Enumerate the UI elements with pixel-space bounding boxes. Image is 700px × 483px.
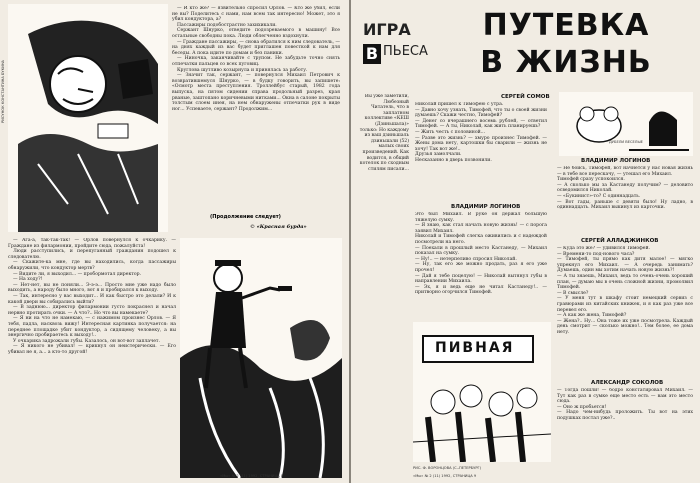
paragraph: Круглова шутливо козырнула и принялась за работу.: [177, 67, 308, 73]
title-line-1: ПУТЕВКА: [482, 8, 650, 43]
paragraph: Пассажиры подобострастно захихикали.: [177, 22, 277, 28]
game-word-1: ИГРА: [363, 20, 411, 39]
paragraph: — Видите ли, я выходил... — пробормотал директор.: [13, 271, 142, 277]
page-footer: «Мы» № 2 (11) 1992, СТРАНИЦА 9: [413, 474, 477, 478]
paragraph: — Ага-а, так-так-так! — Орлов повернулся к очкарику. — Граждане из филармонии, пройдите сюда, пожалуйста!: [8, 238, 176, 249]
mouse-illustration: [559, 92, 693, 156]
author-1: СЕРГЕЙ СОМОВ: [501, 94, 550, 100]
paragraph: Люди расступились, и перепуганный гражданин подошел к следователю.: [8, 249, 176, 260]
paragraph: — Так, интересно у вас выходит... И как быстро это делали? И к какой двери вы собирались выйти?: [8, 293, 176, 305]
left-page-footer: «Мы» № 2 (11) 1992, СТРАНИЦА 8: [220, 474, 284, 478]
paragraph: — И кто же? — язвительно спросил Орлов. — Кто же убил, если не вы? Поделитесь с нами, нам всем так интересно! Может, это я убил кондуктора, а?: [172, 6, 340, 23]
paragraph: — На ходу?!: [13, 277, 43, 283]
story-4: — Куда это же? — удивился Тимофей. — Времени-то под-нового часа? — Тимофей, ты прямо как дитя малое! — мягко упрекнул его Михаил. — А очередь занимать? Думаешь, один мы хотим начать новую жизнь?! — А ты знаешь, Михаил, ведь то очень-очень хороший план, — думаю мы в очень сложной жизни, промолвил Тимофей. — В смысле? — У меня тут в шкафу стоит немецкий сервиз с гравюрами из китайских книжек, и я как раз уже все перевел его. — А как же жена, Тимофей? — Жена?.. Ну... Она тоже их уже посмотрела. Каждый день смотрит — сколько можно!.. Тем более, ее дома нету.: [557, 246, 693, 335]
side-text-column: Вы уже заметили, Любезный Читатель, что в заплатном коллективе «КЕШ (Дзиньшала)» только: Но каждому из ваш дзиньшаль дзиньшали (52) малых своих произведений. Как водится, в общий котелок по сходным стилям писали...: [359, 94, 409, 172]
left-page: [0, 0, 349, 483]
source-name: «Красная бурда»: [256, 224, 307, 230]
game-letter: В: [363, 44, 381, 64]
story-3: — Не боись, Тимофей, вот начнется у нас новая жизнь — в тебе все перескачу, — утешал его Михаил. Тимофей сразу успокоился. — А сколько мы за Кастанеду получим? — деловито осведомился Николай. — «Букинист»-то? С одиннадцать. — Вот гады, раньше с девяти было! Ну ладно, в одиннадцать. Михаил выкинул из карточки.: [557, 166, 693, 211]
to-be-continued: (Продолжение следует): [210, 214, 281, 220]
paragraph: У очкарика задрожали губы. Казалось, он вот-вот заплачет.: [13, 338, 160, 344]
art-credit: РИС. Ф. ВОРОНЦОВА (С.-ПЕТЕРБУРГ): [413, 466, 482, 470]
paragraph: — Нет-нет, вы не поняли... Э-э-э... Просто мне уже надо было выходить, а народу было много, вот я и пробирался к выходу.: [8, 282, 176, 294]
paragraph: Сержант Шнурко, отведите подозреваемого в машину! Все остальные свободны пока. Люди облегченно вздохнули.: [172, 28, 340, 39]
paragraph: — Скажите-ка мне, где вы находились, когда пассажиры обнаружили, что кондуктор мертв?: [8, 260, 176, 271]
beer-hall-sign: ПИВНАЯ: [435, 340, 515, 356]
man-with-gun-illustration: [180, 238, 342, 478]
paragraph: — Ниночка, заканчивайте с трупом. Не забудьте точно снять отпечатки пальцев со всех пуговиц.: [172, 56, 340, 67]
copyright-mark: ©: [250, 224, 255, 230]
story-2: Это был Михаил. В руке он держал большую тяжелую сумку. — Я знаю, как стал начать новую жизнь! — с порога заявил Михаил. Николай и Тимофей слегка оживились и с надеждой посмотрели на него. — Поехали в прошлый место Кастанеду, — Михаил показал на сумку. — Ну!.. — нетерпеливо спросил Николай. — Ну, так его же можно продать, раз я его уже прочел! — Дай я тебе поцелую! — Николай вытянул губы в направлении Михаила. — Эх, я и ведь еще не читал Кастанеду!.. — притворно огорчился Тимофей.: [415, 212, 547, 296]
story-1: Николай пришел к Тимофею с утра. — Давно хочу узнать, Тимофей, что ты о своей жизни думаешь? Скажи честно, Тимофей? — Денег со вчерашнего восемь рублей, — ответил Тимофей. — А ты, Николай, как жить планируешь? — Жить честь с половиной... — Разве это жизнь? — хмуро произнес Тимофей. — Жены дома нету, картошки бы сварили — жизнь не хочу! Так вот же!.. Друзья замолчали. Несказанно в дверь позвонили.: [415, 102, 547, 163]
author-4: СЕРГЕЙ АЛЛАДЖИНКОВ: [581, 238, 659, 244]
paragraph: — Я ни на что не намекаю, — с нажимом произнес Орлов. — Я тебя, падла, насквозь вижу! Интересная картинка получается: на переднее площадке убит кондуктор, а сидящему человеку, а вы энергично пробираетесь к выходу!..: [8, 316, 176, 339]
story-5: — Тогда пошли! — бодро констатировал Михаил. — Тут как раз в сумке еще место есть — вам это место сюда. — Оно ж пробьется! — Надо чем-нибудь проложить. Ты вот на этих подушках постал уже?..: [557, 388, 693, 421]
author-3: ВЛАДИМИР ЛОГИНОВ: [581, 158, 651, 164]
paragraph: — В заднюю... директор филармонии густо покраснел и начал нервно протирать очки. — А что?.. Но что вы намекаете?: [8, 305, 176, 316]
detective-illustration: [8, 4, 168, 232]
game-block: [363, 20, 431, 82]
source-line: [250, 224, 307, 230]
paragraph: — Я никого не убивал! — крикнул он неистерически. — Его убивал не я, а... а кто-то другой!: [8, 344, 176, 355]
right-page: [351, 0, 700, 483]
author-2: ВЛАДИМИР ЛОГИНОВ: [451, 204, 521, 210]
title: [441, 8, 691, 88]
right-caption: ДУБЕЛИ ВЕСЕЛЫЕ: [609, 140, 643, 144]
title-line-2: В ЖИЗНЬ: [480, 45, 652, 80]
paragraph: — Граждане пассажиры, — снова обратился к ним следователь, — на днях каждый из вас будет приглашен повесткой к нам для беседы. А пока идите по домам и без паники.: [172, 39, 340, 56]
left-top-text-column: [172, 6, 340, 214]
game-word-2: ПЬЕСА: [383, 44, 428, 59]
paragraph: — Значит так, сержант, — повернулся Михаил Петрович к возвратившемуся Шнурко, — в будку говорить, вы запишете: «Осмотр места преступления. Троллейбус старый, 1982 года выпуска, на пятом сидении справа продольный разрез, края рваные, заштопано коричневыми нитками... Окна в салоне покрыты толстым слоем инея, на нем обнаружены отпечатки рук в виде ног... Успеваете, сержант? Продолжим...: [172, 73, 340, 112]
side-caption: РИСУНОК КОНСТАНТИНА БУКИНА: [1, 60, 5, 123]
left-bottom-text-column: [8, 238, 176, 478]
author-5: АЛЕКСАНДР СОКОЛОВ: [591, 380, 664, 386]
